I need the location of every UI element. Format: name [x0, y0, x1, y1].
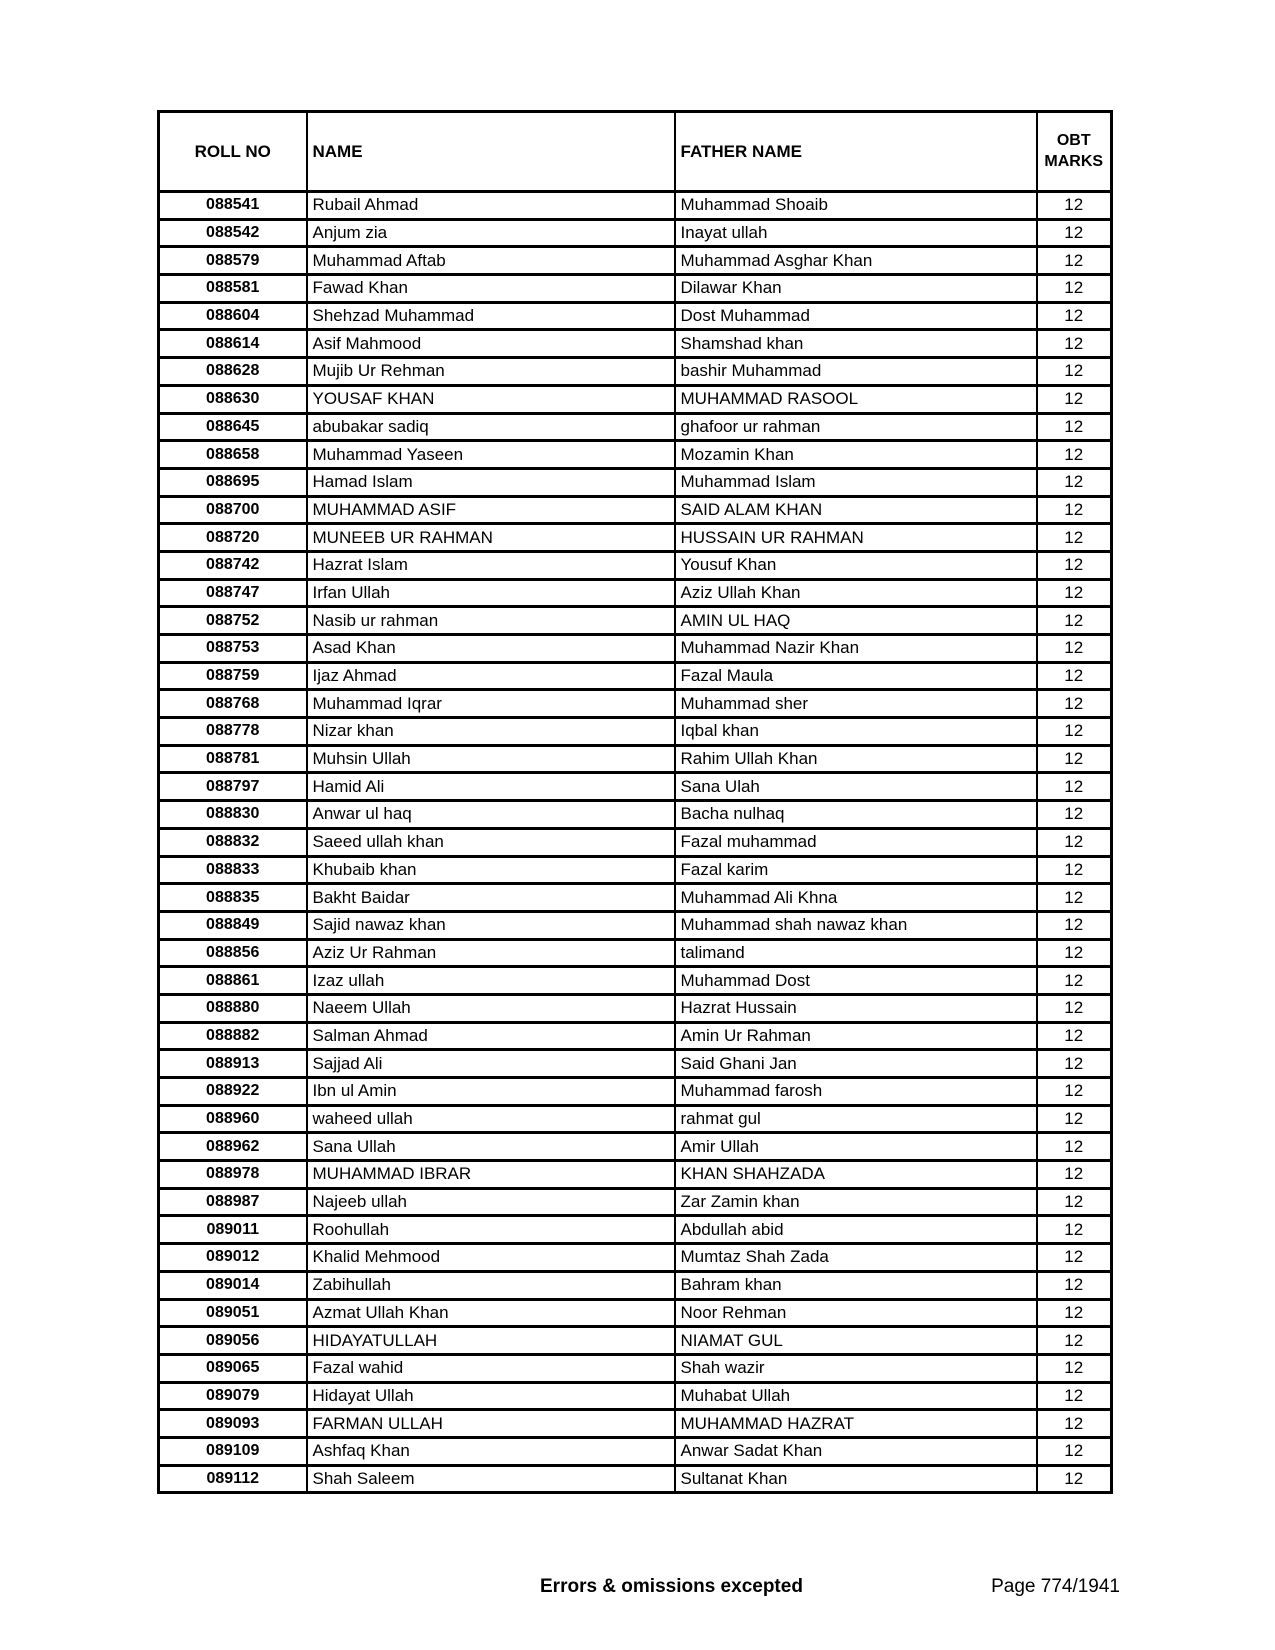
roll-no-cell: 088695 [159, 468, 307, 496]
name-cell: HIDAYATULLAH [307, 1327, 675, 1355]
father-name-cell: Muhammad Shoaib [675, 192, 1037, 220]
name-cell: Aziz Ur Rahman [307, 939, 675, 967]
marks-cell: 12 [1037, 884, 1112, 912]
marks-cell: 12 [1037, 413, 1112, 441]
roll-no-cell: 088753 [159, 635, 307, 663]
father-name-cell: Sultanat Khan [675, 1465, 1037, 1493]
marks-cell: 12 [1037, 275, 1112, 303]
marks-cell: 12 [1037, 551, 1112, 579]
marks-cell: 12 [1037, 330, 1112, 358]
name-cell: Sajid nawaz khan [307, 911, 675, 939]
roll-no-cell: 089112 [159, 1465, 307, 1493]
father-name-cell: bashir Muhammad [675, 358, 1037, 386]
table-row [159, 884, 1112, 912]
table-row [159, 690, 1112, 718]
marks-cell: 12 [1037, 302, 1112, 330]
table-row [159, 1133, 1112, 1161]
table-row [159, 1161, 1112, 1189]
marks-cell: 12 [1037, 1161, 1112, 1189]
name-cell: Azmat Ullah Khan [307, 1299, 675, 1327]
father-name-cell: Fazal Maula [675, 662, 1037, 690]
table-row [159, 413, 1112, 441]
marks-cell: 12 [1037, 1271, 1112, 1299]
table-row [159, 801, 1112, 829]
name-cell: Bakht Baidar [307, 884, 675, 912]
father-name-cell: Shah wazir [675, 1354, 1037, 1382]
table-row [159, 1354, 1112, 1382]
marks-cell: 12 [1037, 1437, 1112, 1465]
marks-cell: 12 [1037, 1105, 1112, 1133]
marks-cell: 12 [1037, 1078, 1112, 1106]
father-name-cell: Noor Rehman [675, 1299, 1037, 1327]
roll-no-cell: 088833 [159, 856, 307, 884]
table-row [159, 994, 1112, 1022]
marks-cell: 12 [1037, 1465, 1112, 1493]
father-name-cell: Said Ghani Jan [675, 1050, 1037, 1078]
results-table [157, 110, 1113, 1494]
father-name-cell: Iqbal khan [675, 718, 1037, 746]
marks-cell: 12 [1037, 773, 1112, 801]
roll-no-cell: 088579 [159, 247, 307, 275]
name-cell: Asif Mahmood [307, 330, 675, 358]
roll-no-cell: 088880 [159, 994, 307, 1022]
marks-cell: 12 [1037, 1382, 1112, 1410]
roll-no-cell: 089093 [159, 1410, 307, 1438]
marks-cell: 12 [1037, 192, 1112, 220]
roll-no-cell: 089012 [159, 1244, 307, 1272]
name-cell: abubakar sadiq [307, 413, 675, 441]
roll-no-cell: 089056 [159, 1327, 307, 1355]
table-row [159, 441, 1112, 469]
marks-cell: 12 [1037, 939, 1112, 967]
roll-no-cell: 088768 [159, 690, 307, 718]
father-name-cell: Yousuf Khan [675, 551, 1037, 579]
father-name-cell: Rahim Ullah Khan [675, 745, 1037, 773]
roll-no-cell: 088747 [159, 579, 307, 607]
marks-cell: 12 [1037, 1327, 1112, 1355]
name-cell: Izaz ullah [307, 967, 675, 995]
table-row [159, 1410, 1112, 1438]
table-row [159, 219, 1112, 247]
father-name-cell: NIAMAT GUL [675, 1327, 1037, 1355]
name-cell: Irfan Ullah [307, 579, 675, 607]
roll-no-cell: 088835 [159, 884, 307, 912]
roll-no-cell: 088541 [159, 192, 307, 220]
marks-cell: 12 [1037, 385, 1112, 413]
name-cell: Nizar khan [307, 718, 675, 746]
name-cell: Anjum zia [307, 219, 675, 247]
name-cell: Naeem Ullah [307, 994, 675, 1022]
roll-no-cell: 089051 [159, 1299, 307, 1327]
roll-no-cell: 088987 [159, 1188, 307, 1216]
roll-no-cell: 088628 [159, 358, 307, 386]
marks-cell: 12 [1037, 1354, 1112, 1382]
father-name-cell: Hazrat Hussain [675, 994, 1037, 1022]
father-name-cell: Shamshad khan [675, 330, 1037, 358]
father-name-cell: Bahram khan [675, 1271, 1037, 1299]
roll-no-cell: 088700 [159, 496, 307, 524]
father-name-cell: HUSSAIN UR RAHMAN [675, 524, 1037, 552]
table-row [159, 1437, 1112, 1465]
father-name-cell: Inayat ullah [675, 219, 1037, 247]
name-cell: MUHAMMAD ASIF [307, 496, 675, 524]
marks-cell: 12 [1037, 911, 1112, 939]
roll-no-cell: 088658 [159, 441, 307, 469]
table-row [159, 579, 1112, 607]
marks-cell: 12 [1037, 468, 1112, 496]
table-row [159, 1327, 1112, 1355]
name-cell: Shah Saleem [307, 1465, 675, 1493]
table-row [159, 1465, 1112, 1493]
name-cell: Anwar ul haq [307, 801, 675, 829]
father-name-cell: Abdullah abid [675, 1216, 1037, 1244]
marks-cell: 12 [1037, 1410, 1112, 1438]
table-row [159, 330, 1112, 358]
name-cell: Roohullah [307, 1216, 675, 1244]
roll-no-cell: 088882 [159, 1022, 307, 1050]
name-cell: Khubaib khan [307, 856, 675, 884]
roll-no-cell: 088960 [159, 1105, 307, 1133]
marks-cell: 12 [1037, 967, 1112, 995]
name-cell: Muhammad Aftab [307, 247, 675, 275]
father-name-cell: Aziz Ullah Khan [675, 579, 1037, 607]
name-cell: waheed ullah [307, 1105, 675, 1133]
marks-cell: 12 [1037, 828, 1112, 856]
marks-cell: 12 [1037, 1133, 1112, 1161]
name-cell: MUNEEB UR RAHMAN [307, 524, 675, 552]
father-name-cell: Muhammad Islam [675, 468, 1037, 496]
marks-cell: 12 [1037, 1022, 1112, 1050]
father-name-cell: Muhabat Ullah [675, 1382, 1037, 1410]
table-row [159, 1299, 1112, 1327]
roll-no-cell: 088830 [159, 801, 307, 829]
table-row [159, 856, 1112, 884]
roll-no-cell: 088614 [159, 330, 307, 358]
name-cell: Muhsin Ullah [307, 745, 675, 773]
table-row [159, 745, 1112, 773]
footer-note: Errors & omissions excepted [540, 1576, 803, 1597]
marks-cell: 12 [1037, 441, 1112, 469]
father-name-cell: Sana Ulah [675, 773, 1037, 801]
name-cell: Shehzad Muhammad [307, 302, 675, 330]
marks-cell: 12 [1037, 635, 1112, 663]
table-row [159, 828, 1112, 856]
marks-cell: 12 [1037, 745, 1112, 773]
table-row [159, 1050, 1112, 1078]
name-cell: Fawad Khan [307, 275, 675, 303]
table-row [159, 662, 1112, 690]
roll-no-cell: 088630 [159, 385, 307, 413]
roll-no-cell: 088604 [159, 302, 307, 330]
roll-no-cell: 089065 [159, 1354, 307, 1382]
father-name-cell: Amir Ullah [675, 1133, 1037, 1161]
header-row [159, 112, 1112, 192]
table-row [159, 496, 1112, 524]
name-cell: Nasib ur rahman [307, 607, 675, 635]
roll-no-cell: 088742 [159, 551, 307, 579]
father-name-cell: Fazal karim [675, 856, 1037, 884]
father-name-cell: Bacha nulhaq [675, 801, 1037, 829]
marks-cell: 12 [1037, 607, 1112, 635]
table-row [159, 967, 1112, 995]
table-row [159, 718, 1112, 746]
father-name-cell: MUHAMMAD HAZRAT [675, 1410, 1037, 1438]
name-cell: Asad Khan [307, 635, 675, 663]
marks-cell: 12 [1037, 579, 1112, 607]
father-name-cell: Amin Ur Rahman [675, 1022, 1037, 1050]
table-row [159, 1216, 1112, 1244]
father-name-cell: rahmat gul [675, 1105, 1037, 1133]
father-name-cell: ghafoor ur rahman [675, 413, 1037, 441]
name-cell: YOUSAF KHAN [307, 385, 675, 413]
roll-no-cell: 088849 [159, 911, 307, 939]
father-name-cell: Muhammad Asghar Khan [675, 247, 1037, 275]
name-cell: Ibn ul Amin [307, 1078, 675, 1106]
roll-no-cell: 088978 [159, 1161, 307, 1189]
name-cell: Saeed ullah khan [307, 828, 675, 856]
table-row [159, 773, 1112, 801]
marks-cell: 12 [1037, 496, 1112, 524]
name-cell: Hamad Islam [307, 468, 675, 496]
marks-cell: 12 [1037, 1050, 1112, 1078]
table-row [159, 1382, 1112, 1410]
father-name-cell: Dost Muhammad [675, 302, 1037, 330]
table-row [159, 635, 1112, 663]
father-name-cell: AMIN UL HAQ [675, 607, 1037, 635]
name-cell: Muhammad Yaseen [307, 441, 675, 469]
marks-cell: 12 [1037, 856, 1112, 884]
name-cell: FARMAN ULLAH [307, 1410, 675, 1438]
marks-cell: 12 [1037, 1299, 1112, 1327]
father-name-cell: Zar Zamin khan [675, 1188, 1037, 1216]
marks-cell: 12 [1037, 1216, 1112, 1244]
marks-cell: 12 [1037, 1244, 1112, 1272]
roll-no-cell: 089109 [159, 1437, 307, 1465]
roll-no-cell: 088832 [159, 828, 307, 856]
table-row [159, 1105, 1112, 1133]
name-cell: MUHAMMAD IBRAR [307, 1161, 675, 1189]
roll-no-cell: 088720 [159, 524, 307, 552]
col-header-name: NAME [307, 112, 675, 192]
father-name-cell: KHAN SHAHZADA [675, 1161, 1037, 1189]
col-header-father-name: FATHER NAME [675, 112, 1037, 192]
table-row [159, 939, 1112, 967]
roll-no-cell: 088581 [159, 275, 307, 303]
roll-no-cell: 088922 [159, 1078, 307, 1106]
name-cell: Sajjad Ali [307, 1050, 675, 1078]
father-name-cell: talimand [675, 939, 1037, 967]
name-cell: Rubail Ahmad [307, 192, 675, 220]
name-cell: Hamid Ali [307, 773, 675, 801]
father-name-cell: Mozamin Khan [675, 441, 1037, 469]
father-name-cell: MUHAMMAD RASOOL [675, 385, 1037, 413]
marks-cell: 12 [1037, 801, 1112, 829]
name-cell: Mujib Ur Rehman [307, 358, 675, 386]
table-row [159, 302, 1112, 330]
table-row [159, 385, 1112, 413]
father-name-cell: Muhammad Nazir Khan [675, 635, 1037, 663]
name-cell: Ashfaq Khan [307, 1437, 675, 1465]
marks-cell: 12 [1037, 662, 1112, 690]
name-cell: Hazrat Islam [307, 551, 675, 579]
father-name-cell: Muhammad Dost [675, 967, 1037, 995]
name-cell: Salman Ahmad [307, 1022, 675, 1050]
name-cell: Ijaz Ahmad [307, 662, 675, 690]
father-name-cell: SAID ALAM KHAN [675, 496, 1037, 524]
marks-cell: 12 [1037, 219, 1112, 247]
father-name-cell: Muhammad Ali Khna [675, 884, 1037, 912]
father-name-cell: Dilawar Khan [675, 275, 1037, 303]
page-footer [0, 1576, 1275, 1602]
father-name-cell: Muhammad sher [675, 690, 1037, 718]
roll-no-cell: 089079 [159, 1382, 307, 1410]
table-row [159, 192, 1112, 220]
marks-cell: 12 [1037, 718, 1112, 746]
table-row [159, 1078, 1112, 1106]
table-row [159, 911, 1112, 939]
roll-no-cell: 088861 [159, 967, 307, 995]
roll-no-cell: 088856 [159, 939, 307, 967]
name-cell: Muhammad Iqrar [307, 690, 675, 718]
table-row [159, 607, 1112, 635]
marks-cell: 12 [1037, 247, 1112, 275]
marks-cell: 12 [1037, 358, 1112, 386]
marks-cell: 12 [1037, 994, 1112, 1022]
roll-no-cell: 088542 [159, 219, 307, 247]
roll-no-cell: 088778 [159, 718, 307, 746]
table-row [159, 468, 1112, 496]
name-cell: Khalid Mehmood [307, 1244, 675, 1272]
roll-no-cell: 088962 [159, 1133, 307, 1161]
table-row [159, 1271, 1112, 1299]
table-row [159, 1188, 1112, 1216]
table-row [159, 247, 1112, 275]
name-cell: Zabihullah [307, 1271, 675, 1299]
marks-cell: 12 [1037, 524, 1112, 552]
roll-no-cell: 088645 [159, 413, 307, 441]
table-row [159, 275, 1112, 303]
name-cell: Hidayat Ullah [307, 1382, 675, 1410]
father-name-cell: Mumtaz Shah Zada [675, 1244, 1037, 1272]
roll-no-cell: 088759 [159, 662, 307, 690]
table-row [159, 1244, 1112, 1272]
roll-no-cell: 088781 [159, 745, 307, 773]
roll-no-cell: 089011 [159, 1216, 307, 1244]
table-row [159, 1022, 1112, 1050]
roll-no-cell: 088913 [159, 1050, 307, 1078]
roll-no-cell: 089014 [159, 1271, 307, 1299]
table-row [159, 524, 1112, 552]
father-name-cell: Muhammad shah nawaz khan [675, 911, 1037, 939]
roll-no-cell: 088752 [159, 607, 307, 635]
col-header-roll-no: ROLL NO [159, 112, 307, 192]
marks-cell: 12 [1037, 1188, 1112, 1216]
marks-cell: 12 [1037, 690, 1112, 718]
name-cell: Najeeb ullah [307, 1188, 675, 1216]
roll-no-cell: 088797 [159, 773, 307, 801]
father-name-cell: Muhammad farosh [675, 1078, 1037, 1106]
father-name-cell: Fazal muhammad [675, 828, 1037, 856]
name-cell: Sana Ullah [307, 1133, 675, 1161]
father-name-cell: Anwar Sadat Khan [675, 1437, 1037, 1465]
table-row [159, 358, 1112, 386]
name-cell: Fazal wahid [307, 1354, 675, 1382]
footer-page-number: Page 774/1941 [991, 1576, 1120, 1597]
col-header-obt-marks: OBT MARKS [1037, 112, 1112, 192]
table-row [159, 551, 1112, 579]
